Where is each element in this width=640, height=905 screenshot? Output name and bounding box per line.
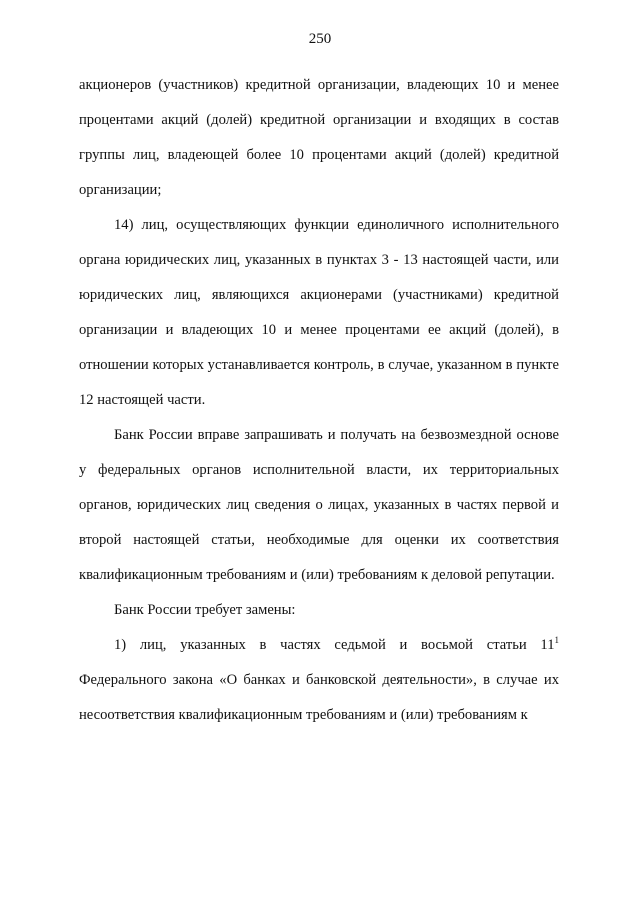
paragraph-shareholders: акционеров (участников) кредитной организации, владеющих 10 и менее процентами акций (долей) кредитной организации и входящих в состав группы лиц, владеющей более 10 процентами акций (долей) кредитной организации; (79, 77, 559, 198)
page-number: 250 (308, 31, 332, 47)
paragraph-item-14: 14) лиц, осуществляющих функции единоличного исполнительного органа юридических лиц, указанных в пунктах 3 - 13 настоящей части, или юридических лиц, являющихся акционерами (участниками) кредитной организации и владеющих 10 и менее процентами ее акций (долей), в отношении которых устанавливается контроль, в случае, указанном в пункте 12 настоящей части. (79, 217, 559, 408)
paragraph-bank-replacement: Банк России требует замены: (114, 602, 296, 618)
article-superscript: 1 (554, 635, 559, 645)
paragraph-bank-request: Банк России вправе запрашивать и получать на безвозмездной основе у федеральных органов исполнительной власти, их территориальных органов, юридических лиц сведения о лицах, указанных в частях первой и второй настоящей статьи, необходимые для оценки их соответствия квалификационным требованиям и (или) требованиям к деловой репутации. (79, 427, 559, 583)
item-1-text-after: Федерального закона «О банках и банковской деятельности», в случае их несоответствия квалификационным требованиям и (или) требованиям к (79, 672, 559, 723)
document-body (79, 68, 559, 733)
item-1-text-before: 1) лиц, указанных в частях седьмой и восьмой статьи 11 (114, 637, 555, 653)
paragraph-item-1 (79, 628, 559, 733)
